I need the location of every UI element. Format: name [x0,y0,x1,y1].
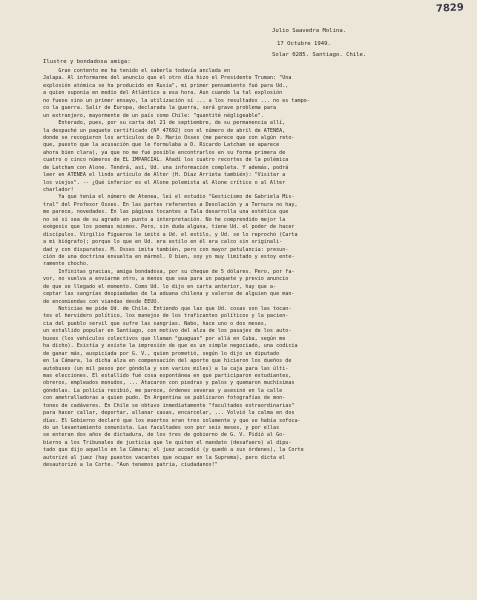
body-line: exégesis que los poemas mismos. Pero, sin duda alguna, tiene Ud. el poder de hacer [43,224,295,231]
body-line: que, puesto que la acusación que le formulaba a D. Ricardo Latcham se aparece [43,142,280,149]
body-line: se enteran dos años de dictadura, de los tres de gobierno de G. V. Pidió al Go- [43,432,286,439]
body-line: a mi biógrafo); porque lo que en Ud. era estilo en él era calco sin originali- [43,239,283,246]
body-line: para hacer callar, deportar, allanar casas, encarcelar, ... Volvió la calma en dos [43,410,295,417]
body-line: bierno a los Tribunales de justicia que le quiten el mandato (desafuero) al dipu- [43,439,292,446]
body-line: co la guerra. Salir de Europa, declarada la guerra, será grave problema para [43,105,277,112]
letter-body [43,68,465,470]
body-line: vor, no vuelva a enviarme otro, a menos que sea para un paquete y previo anuncio [43,276,289,283]
body-line: tones de cadáveres. En Chile se obtuvo inmediatamente "facultades extraordinarias" [43,402,295,409]
body-line: góndolas. La policía recibió, me parece, órdenes severas y asesinó en la calle [43,387,283,394]
body-line: de ganar más, auspiciada por G. V., quien prometió, según lo dijo un diputado [43,350,280,357]
body-line: no fuese sino un primer ensayo, la utilización sí ... a los resultados ... no es tampo- [43,97,310,104]
body-line: leer en ATENEA el lindo artículo de Alter (H. Díaz Arrieta también): "Visitar a [43,172,286,179]
sender-name: Julio Saavedra Molina. [272,28,347,34]
body-line: a quien suponía en medio del Atlántico a esa hora. Aun cuando la tal explosión [43,90,283,97]
body-line: tral" del Profesor Osses. En las partes referentes a Desolación y a Ternura no hay, [43,201,298,208]
body-line: autobuses (un mil pesos por góndola y son varios miles) a la caja para las últi- [43,365,289,372]
letter-date: 17 Octubre 1949. [277,41,331,47]
body-line: un estallido popular en Santiago, con motivo del alza de los pasajes de los auto- [43,328,292,335]
body-line: charlador! [43,187,74,193]
body-line: do un levantamiento comunista. Las facultades son por seis meses, y por ellas [43,425,280,431]
body-line: de Latcham con Alone. Tendrá, así, Ud. una información completa. Y además, podrá [43,164,289,171]
body-line: explosión atómica se ha producido en Rusia", mi primer pensamiento fué para Ud., [43,82,289,89]
sender-address: Solar 0285. Santiago. Chile. [272,52,367,58]
body-line: de encomiendas con viandas desde EEUU. [43,298,160,305]
body-line: Noticias me pide Ud. de Chile. Entiendo que las que Ud. cosas son las tocan- [43,306,292,312]
body-line: Enterado, pues, por su carta del 21 de septiembre, de su permanencia allí, [43,120,286,127]
body-line: discípulos. Virgilio Figueroa le imitó a Ud. el estilo, y Ud. se lo reprochó (Carta [43,231,298,238]
body-line: la despaché un paquete certificado (Nº 47692) con el número de abril de ATENEA, [43,127,286,134]
body-line: buses (los vehículos colectivos que llaman "guaguas" por allá en Cuba, según me [43,335,286,342]
body-line: días. El Gobierno declaró que los muertos eran tres solamente y que se había sofoca- [43,417,301,424]
body-line: en la Cámara, la dicha alza en compensación del aporte que hicieron los dueños de [43,358,292,365]
body-line: un extranjero, mayormente de un país como Chile: "quantité négligeable". [43,112,264,119]
body-line: cuatro o cinco números de EL IMPARCIAL. Añadí los cuatro recortes de la polémica [43,157,289,164]
body-line: de que se llegado el momento. Como Ud. lo dijo en carta anterior, hay que a- [43,283,277,290]
body-line: los viejos". -- ¿Qué inferior es el Alone polemista al Alone crítico o al Alter [43,179,286,186]
body-line: mas elecciones. El estallido fué cosa espontánea en que participaron estudiantes, [43,372,292,379]
body-line: no sé si sea de su agrado en punto a interpretación. No he comprendido mejor la [43,216,286,223]
salutation: Ilustre y bondadosa amiga: [43,59,131,65]
body-line: dad y con disparates. M. Osses imita también, pero con mayor petulancia: presun- [43,246,289,253]
body-line: autorizó al juez (hay puestos vacantes que ocupar en la Suprema), pero dicta el [43,454,286,461]
body-line: tado que dijo aquello en la Cámara; el juez accedió (y quedó a sus órdenes), la Corte [43,447,304,454]
body-line: Ya que tenía el número de Atenea, leí el estudio "Gesticismo de Gabriela Mis- [43,194,295,201]
body-line: cia del pueblo servil que sufre las sangrías. Nabo, hace uno o dos meses, [43,320,267,327]
body-line: tes el hervidero político, los manejos de los traficantes políticos y la pacien- [43,313,289,320]
folio-number: 7829 [435,2,465,15]
body-line: ción de una doctrina envuelta en mármol. O bien, soy yo muy limitado y estoy ente- [43,253,295,260]
body-line: obreros, empleados menudos, ... Atacaron con piedras y palos y quemaron muchísimas [43,380,295,387]
body-line: donde se recogieron los artículos de D. Mario Osses (me parece que con algún reto- [43,134,295,141]
body-line: ha dicho). Existía y existe la impresión de que es un simple negociado, una codicia [43,343,298,350]
body-line: Jalapa. Al informarme del anuncio que el otro día hizo el Presidente Truman: "Una [43,75,292,82]
body-line: con ametralladoras a quien pudo. En Argentina se publicaron fotografías de mon- [43,395,286,402]
body-line: ceptar las sangrías despiadadas de la aduana chilena y valerse de alguien que man- [43,291,295,298]
body-line: desautorizó a la Corte. "Aun tenemos patria, ciudadanos!" [43,462,218,469]
body-line: Gran contento me ha tenido el saberla todavía anclada en [43,68,231,74]
body-line: me parece, novedades. En las páginas tocantes a Tala desarrolla una estética que [43,209,289,216]
body-line: ahora bien clara), ya que no me fué posible encontrarlos en su forma primera de [43,149,286,156]
body-line: ramente chocho. [43,261,90,268]
body-line: Infinitas gracias, amiga bondadosa, por su cheque de 5 dólares. Pero, por fa- [43,268,295,275]
